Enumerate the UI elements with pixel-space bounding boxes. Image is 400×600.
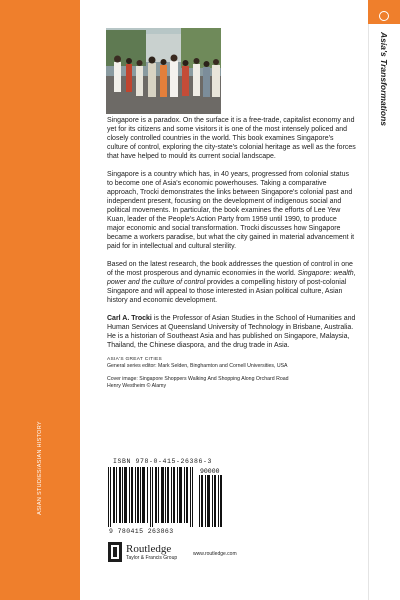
cover-photo — [106, 28, 221, 114]
author-bio-text: is the Professor of Asian Studies in the School of Humanities and Human Services at Queensland University of Technology in Brisbane, Australia. He is a historian of Southeast Asia and has published on Singapore, Malaysia, Thailand, the Chinese diaspora, and the drug trade in Asia. — [107, 315, 356, 349]
isbn-text: ISBN 978-0-415-26386-3 — [113, 458, 213, 465]
cover-image-credit — [107, 376, 356, 390]
publisher-group: Taylor & Francis Group — [126, 554, 178, 561]
series-logo-icon — [379, 11, 389, 21]
series-editor: General series editor: Mark Selden, Binghamton and Cornell Universities, USA — [107, 363, 288, 369]
spine-logo-block — [368, 0, 400, 24]
left-band-text-wrap — [0, 0, 80, 600]
subject-category: ASIAN STUDIES/ASIAN HISTORY — [37, 421, 43, 515]
book-title-italic: Singapore: wealth, power and the culture of control — [107, 270, 356, 286]
barcode-icon — [107, 467, 225, 537]
series-title: Asia's Transformations — [379, 32, 389, 126]
ean-number: 9 780415 263863 — [109, 528, 174, 535]
publisher-block — [107, 541, 177, 563]
blurb-paragraph-1: Singapore is a paradox. On the surface it is a free-trade, capitalist economy and yet for its citizens and some visitors it is one of the most intensely policed and closely controlled countries in the world. This book examines Singapore's culture of control, exploring the city-state's colonial heritage as well as the forces that have helped to mould its current social landscape. — [107, 117, 356, 160]
spine-title-wrap — [368, 24, 400, 134]
blurb-p3-start: Based on the latest research, the book addresses the question of control in one of the most prosperous and dynamic economies in the world. — [107, 261, 353, 277]
back-cover-text — [107, 116, 356, 390]
publisher-name: Routledge — [126, 542, 172, 555]
cover-image-line-1: Cover image: Singapore Shoppers Walking And Shopping Along Orchard Road — [107, 376, 289, 382]
publisher-url[interactable]: www.routledge.com — [193, 551, 237, 557]
blurb-paragraph-3 — [107, 260, 356, 305]
street-scene-image — [106, 28, 221, 114]
routledge-logo-icon — [107, 541, 123, 563]
series-label: ASIA'S GREAT CITIES — [107, 357, 162, 362]
barcode-area — [107, 454, 225, 538]
cover-image-line-2: Henry Westheim © Alamy — [107, 383, 167, 389]
blurb-p3-end: provides a compelling history of post-colonial Singapore and will appeal to those interested in Asian political culture, Asian history and economic development. — [107, 279, 347, 304]
blurb-paragraph-2: Singapore is a country which has, in 40 years, progressed from colonial status to become one of Asia's economic powerhouses. Taking a comparative approach, Trocki demonstrates the links between Singapore's colonial past and independent present, focusing on the development of indigenous social and political movements. In particular, the book examines the efforts of Lee Yew Kuan, leader of the People's Action Party from 1959 until 1990, to produce major economic and social transformation. Trocki discusses how Singapore became a workers paradise, but what the city gained in material advancement it paid for in intellectual and cultural sterility. — [107, 171, 355, 250]
author-name: Carl A. Trocki — [107, 315, 152, 322]
price-code: 90000 — [200, 468, 220, 475]
author-bio — [107, 314, 356, 350]
